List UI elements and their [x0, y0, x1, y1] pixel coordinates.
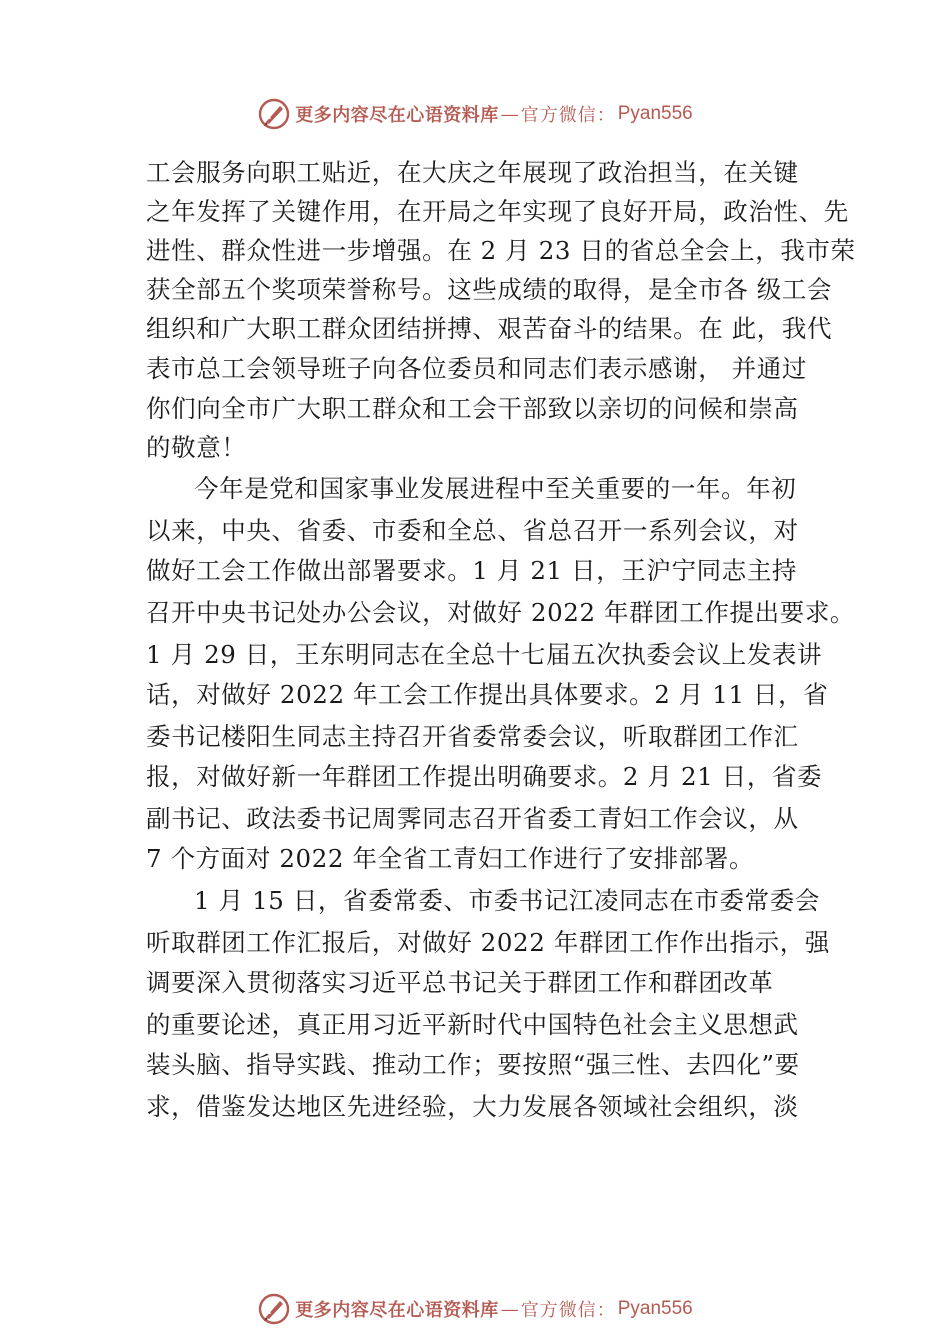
text-line: 7 个方面对 2022 年全省工青妇工作进行了安排部署。 — [146, 844, 755, 873]
text-line: 的重要论述，真正用习近平新时代中国特色社会主义思想武 — [146, 1010, 799, 1039]
text-line: 进性、群众性进一步增强。在 2 月 23 日的省总全会上，我市荣 — [146, 236, 856, 265]
text-line: 话，对做好 2022 年工会工作提出具体要求。2 月 11 日，省 — [146, 680, 829, 709]
pen-logo-icon — [257, 1292, 291, 1326]
header-brand-text: 更多内容尽在心语资料库 — [295, 105, 499, 126]
text-line: 组织和广大职工群众团结拼搏、艰苦奋斗的结果。在 此，我代 — [146, 314, 833, 343]
text-line: 1 月 29 日，王东明同志在全总十七届五次执委会议上发表讲 — [146, 640, 823, 669]
footer-separator: — — [500, 1298, 519, 1320]
header-separator: — — [500, 103, 519, 125]
footer-official-label: 官方微信： — [520, 1300, 616, 1321]
text-line: 做好工会工作做出部署要求。1 月 21 日，王沪宁同志主持 — [146, 556, 798, 585]
text-line: 委书记楼阳生同志主持召开省委常委会议，听取群团工作汇 — [146, 722, 799, 751]
text-line: 求，借鉴发达地区先进经验，大力发展各领域社会组织，淡 — [146, 1092, 799, 1121]
text-line: 表市总工会领导班子向各位委员和同志们表示感谢， 并通过 — [146, 354, 807, 383]
header-official-label: 官方微信： — [520, 105, 616, 126]
text-line: 调要深入贯彻落实习近平总书记关于群团工作和群团改革 — [146, 968, 774, 997]
text-line: 报，对做好新一年群团工作提出明确要求。2 月 21 日，省委 — [146, 762, 823, 791]
text-line: 召开中央书记处办公会议，对做好 2022 年群团工作提出要求。 — [146, 598, 856, 627]
text-line: 获全部五个奖项荣誉称号。这些成绩的取得，是全市各 级工会 — [146, 275, 833, 304]
header-wechat-id: Pyan556 — [617, 103, 693, 124]
paragraph-first-line: 今年是党和国家事业发展进程中至关重要的一年。年初 — [194, 474, 797, 503]
text-line: 以来，中央、省委、市委和全总、省总召开一系列会议，对 — [146, 516, 799, 545]
text-line: 工会服务向职工贴近，在大庆之年展现了政治担当，在关键 — [146, 158, 799, 187]
text-line: 的敬意！ — [146, 433, 247, 462]
text-line: 副书记、政法委书记周霁同志召开省委工青妇工作会议，从 — [146, 804, 799, 833]
text-line: 听取群团工作汇报后，对做好 2022 年群团工作作出指示，强 — [146, 928, 830, 957]
text-line: 之年发挥了关键作用，在开局之年实现了良好开局，政治性、先 — [146, 197, 849, 226]
footer-wechat-id: Pyan556 — [617, 1298, 693, 1319]
footer-banner — [0, 1289, 950, 1329]
paragraph-first-line: 1 月 15 日，省委常委、市委书记江凌同志在市委常委会 — [194, 886, 820, 915]
text-line: 装头脑、指导实践、推动工作；要按照“强三性、去四化”要 — [146, 1050, 800, 1079]
text-line: 你们向全市广大职工群众和工会干部致以亲切的问候和崇高 — [146, 394, 799, 423]
footer-brand-text: 更多内容尽在心语资料库 — [295, 1300, 499, 1321]
